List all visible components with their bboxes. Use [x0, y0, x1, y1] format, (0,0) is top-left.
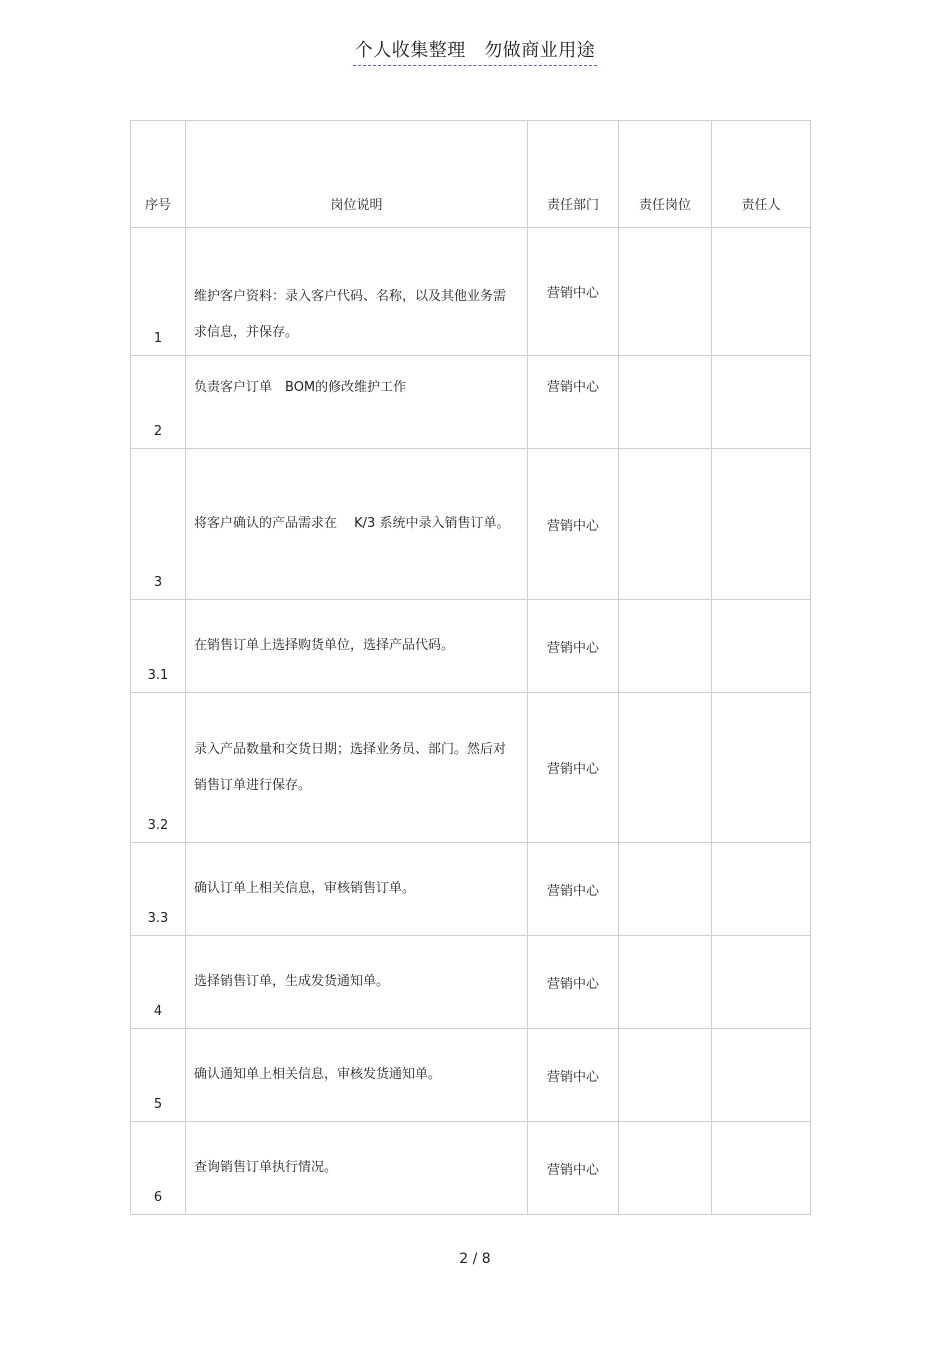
table-header-row: [131, 121, 811, 228]
column-header-description: 岗位说明: [186, 121, 528, 228]
column-header-department: 责任部门: [528, 121, 619, 228]
table-row: [131, 356, 811, 449]
row-post: [619, 228, 712, 356]
row-person: [712, 228, 811, 356]
page-header: [0, 38, 950, 66]
row-department: 营销中心: [528, 449, 619, 600]
table-row: [131, 1029, 811, 1122]
table-row: [131, 936, 811, 1029]
row-description: 选择销售订单，生成发货通知单。: [186, 936, 528, 1029]
row-seq: 3.1: [131, 600, 186, 693]
row-seq: 1: [131, 228, 186, 356]
header-watermark-text: 个人收集整理 勿做商业用途: [353, 38, 598, 66]
row-person: [712, 1029, 811, 1122]
row-post: [619, 449, 712, 600]
column-header-seq: 序号: [131, 121, 186, 228]
row-post: [619, 693, 712, 843]
row-seq: 3.2: [131, 693, 186, 843]
row-description: 维护客户资料：录入客户代码、名称，以及其他业务需求信息，并保存。: [186, 228, 528, 356]
row-department: 营销中心: [528, 1029, 619, 1122]
row-person: [712, 843, 811, 936]
column-header-post: 责任岗位: [619, 121, 712, 228]
row-seq: 3: [131, 449, 186, 600]
row-post: [619, 936, 712, 1029]
table-row: [131, 1122, 811, 1215]
row-post: [619, 356, 712, 449]
row-person: [712, 449, 811, 600]
row-post: [619, 1122, 712, 1215]
row-description: 确认通知单上相关信息，审核发货通知单。: [186, 1029, 528, 1122]
row-department: 营销中心: [528, 356, 619, 449]
row-description: 确认订单上相关信息，审核销售订单。: [186, 843, 528, 936]
table-row: [131, 693, 811, 843]
page-number: 2 / 8: [459, 1251, 491, 1267]
row-department: 营销中心: [528, 600, 619, 693]
row-seq: 2: [131, 356, 186, 449]
row-department: 营销中心: [528, 1122, 619, 1215]
table-row: [131, 228, 811, 356]
row-description: 在销售订单上选择购货单位，选择产品代码。: [186, 600, 528, 693]
row-person: [712, 600, 811, 693]
row-person: [712, 356, 811, 449]
row-person: [712, 693, 811, 843]
table-row: [131, 600, 811, 693]
table-row: [131, 449, 811, 600]
row-description: 负责客户订单 BOM的修改维护工作: [186, 356, 528, 449]
column-header-person: 责任人: [712, 121, 811, 228]
row-seq: 6: [131, 1122, 186, 1215]
row-post: [619, 843, 712, 936]
row-seq: 3.3: [131, 843, 186, 936]
row-description: 录入产品数量和交货日期；选择业务员、部门。然后对销售订单进行保存。: [186, 693, 528, 843]
row-post: [619, 1029, 712, 1122]
duty-table: [130, 120, 811, 1215]
row-seq: 5: [131, 1029, 186, 1122]
row-department: 营销中心: [528, 693, 619, 843]
table-row: [131, 843, 811, 936]
row-department: 营销中心: [528, 228, 619, 356]
row-description: 查询销售订单执行情况。: [186, 1122, 528, 1215]
row-person: [712, 1122, 811, 1215]
row-description: 将客户确认的产品需求在 K/3 系统中录入销售订单。: [186, 449, 528, 600]
row-post: [619, 600, 712, 693]
row-department: 营销中心: [528, 843, 619, 936]
row-seq: 4: [131, 936, 186, 1029]
row-person: [712, 936, 811, 1029]
row-department: 营销中心: [528, 936, 619, 1029]
